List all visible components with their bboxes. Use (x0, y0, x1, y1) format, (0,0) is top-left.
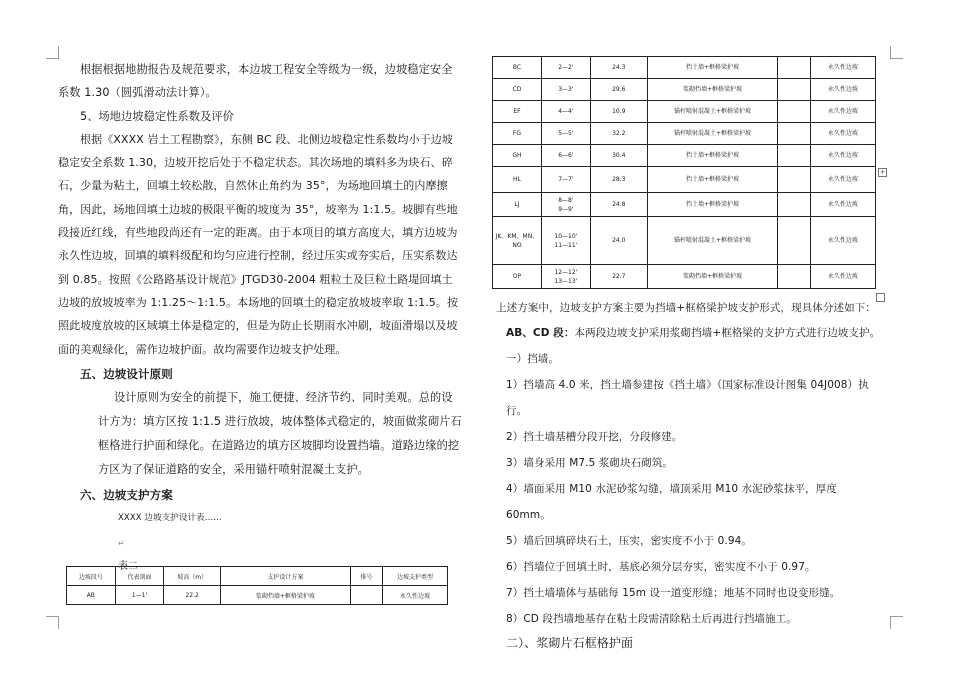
table-row (493, 123, 876, 145)
section-5-text: 设计原则为安全的前提下，施工便捷、经济节约、同时美观。总的设计方为：填方区按 1:1.5 进行放坡，坡体整体式稳定的，坡面做浆砌片石框格进行护面和绿化。在道路边的填方区坡脚均设置挡墙。道路边缘的挖方区为了保证道路的安全，采用锚杆喷射混凝土支护。 (98, 391, 462, 477)
cell-section: 12—12' 13—13' (541, 265, 590, 289)
table-row (493, 57, 876, 79)
cell-number (778, 145, 811, 167)
cell-number (778, 57, 811, 79)
cell-scheme: 浆砌挡墙+框格梁护坡 (647, 265, 777, 289)
heading-slope-stability: 5、场地边坡稳定性系数及评价 (80, 109, 234, 123)
cell-type: 永久性边坡 (810, 193, 875, 217)
cell-scheme: 锚杆喷射混凝土+框格梁护坡 (647, 217, 777, 265)
cell-type: 永久性边坡 (810, 101, 875, 123)
cell-height: 24.8 (590, 193, 647, 217)
cell-section: 4—4' (541, 101, 590, 123)
cell-number (778, 101, 811, 123)
table-row (493, 79, 876, 101)
cell-segment: EF (493, 101, 542, 123)
cell-segment: LJ (493, 193, 542, 217)
crop-mark-top-right (890, 46, 903, 59)
item-5: 5）墙后回填碎块石土，压实，密实度不小于 0.94。 (506, 535, 752, 547)
cell-number (350, 586, 382, 605)
ab-cd-title: AB、CD 段： (506, 327, 575, 339)
cell-section: 7—7' (541, 167, 590, 193)
cell-number (778, 167, 811, 193)
right-column (484, 298, 884, 654)
table-header-row (67, 567, 448, 586)
cell-scheme: 锚杆喷射混凝土+框格梁护坡 (647, 101, 777, 123)
cell-segment: FG (493, 123, 542, 145)
ab-cd-paragraph (484, 320, 884, 346)
support-design-table-head (66, 566, 448, 605)
cell-number (778, 79, 811, 101)
cell-height: 10.9 (590, 101, 647, 123)
cell-number (778, 193, 811, 217)
cell-section: 10—10' 11—11' (541, 217, 590, 265)
cell-segment: JK、KM、MN、NO (493, 217, 542, 265)
cell-segment: CD (493, 79, 542, 101)
table-caption-dots: …… (204, 513, 222, 524)
cell-height: 28.3 (590, 167, 647, 193)
cell-type: 永久性边坡 (810, 79, 875, 101)
cell-section: 1—1' (115, 586, 164, 605)
table-add-column-icon[interactable]: + (879, 168, 886, 176)
item-3: 3）墙身采用 M7.5 浆砌块石砌筑。 (506, 457, 674, 469)
table-row (67, 586, 448, 605)
cell-height: 22.7 (590, 265, 647, 289)
cell-section: 2—2' (541, 57, 590, 79)
cell-scheme: 锚杆喷射混凝土+框格梁护坡 (647, 123, 777, 145)
header-cell: 坡高（m） (164, 567, 221, 586)
header-cell: 支护设计方案 (221, 567, 351, 586)
paragraph-safety-grade: 根据根据地勘报告及规范要求，本边坡工程安全等级为一级，边坡稳定安全系数 1.30（圆弧滑动法计算）。 (58, 63, 453, 100)
cell-height: 22.2 (164, 586, 221, 605)
cell-type: 永久性边坡 (810, 123, 875, 145)
header-cell: 边坡段号 (67, 567, 116, 586)
cell-segment: AB (67, 586, 116, 605)
cell-height: 24.0 (590, 217, 647, 265)
section-5-title: 五、边坡设计原则 (80, 366, 173, 381)
cell-segment: GH (493, 145, 542, 167)
item-1: 1）挡墙高 4.0 米，挡土墙参建按《挡土墙》（国家标准设计图集 04J008）执行。 (506, 379, 869, 417)
cell-segment: OP (493, 265, 542, 289)
cell-section: 8—8' 9—9' (541, 193, 590, 217)
cell-segment: HL (493, 167, 542, 193)
cell-scheme: 浆砌挡墙+框格梁护坡 (221, 586, 351, 605)
table-row (493, 145, 876, 167)
table-row (493, 167, 876, 193)
cell-scheme: 挡土墙+框格梁护坡 (647, 193, 777, 217)
crop-mark-bottom-right (890, 616, 903, 629)
cell-height: 32.2 (590, 123, 647, 145)
table-caption-text: XXXX 边坡支护设计表 (118, 513, 205, 524)
item-2: 2）挡土墙基槽分段开挖，分段修建。 (506, 431, 683, 443)
ab-cd-text: 本两段边坡支护采用浆砌挡墙+框格梁的支护方式进行边坡支护。 (574, 327, 881, 339)
item-8: 8）CD 段挡墙地基存在粘土段需清除粘土后再进行挡墙施工。 (506, 613, 797, 625)
cell-section: 3—3' (541, 79, 590, 101)
paragraph-stability-evaluation: 根据《XXXX 岩土工程勘察》，东侧 BC 段、北侧边坡稳定性系数均小于边坡稳定安全系数 1.30，边坡开挖后处于不稳定状态。其次场地的填料多为块石、碎石，少量为粘土，回填土较松散，自然休止角约为 35°，为场地回填土的内摩擦角，因此，场地回填土边坡的极限平衡的坡度为 35°，坡率为 1:1.5。坡脚有些地段接近红线，有些地段尚还有一定的距离。由于本项目的填方高度大，填方边坡为永久性边坡，回填的填料级配和均匀应进行控制，经过压实或夯实后，压实系数达到 0.85。按照《公路路基设计规范》JTGD30-2004 粗粒土及巨粒土路堤回填土边坡的放坡坡率为 1:1.25～1:1.5。本场地的回填土的稳定放坡坡率取 1:1.5。按照此坡度放坡的区域填土体是稳定的，但是为防止长期雨水冲刷，坡面滑塌以及坡面的美观绿化，需作边坡护面。故均需要作边坡支护处理。 (58, 132, 459, 356)
cell-type: 永久性边坡 (810, 145, 875, 167)
table-caption (58, 507, 463, 530)
subsection-retaining-wall: 一）挡墙。 (506, 353, 559, 365)
cell-scheme: 挡土墙+框格梁护坡 (647, 145, 777, 167)
table-number: 表二 (118, 561, 139, 573)
cell-height: 24.3 (590, 57, 647, 79)
table-row (493, 101, 876, 123)
paragraph-mark-icon: ↵ (118, 538, 125, 548)
table-row (493, 265, 876, 289)
cell-number (778, 123, 811, 145)
cell-scheme: 挡土墙+框格梁护坡 (647, 57, 777, 79)
cell-type: 永久性边坡 (810, 167, 875, 193)
item-4: 4）墙面采用 M10 水泥砂浆勾缝，墙顶采用 M10 水泥砂浆抹平，厚度 60mm。 (506, 483, 837, 521)
section-6-title: 六、边坡支护方案 (80, 488, 173, 503)
cell-number (778, 217, 811, 265)
cell-scheme: 浆砌挡墙+框格梁护坡 (647, 79, 777, 101)
header-cell: 排号 (350, 567, 382, 586)
cell-height: 29.6 (590, 79, 647, 101)
intro-paragraph: 上述方案中，边坡支护方案主要为挡墙+框格梁护坡支护形式，现具体分述如下： (496, 302, 876, 314)
support-design-table-continued (492, 56, 876, 289)
cell-number (778, 265, 811, 289)
cell-type: 永久性边坡 (810, 265, 875, 289)
cell-section: 5—5' (541, 123, 590, 145)
cell-height: 30.4 (590, 145, 647, 167)
item-6: 6）挡墙位于回填土时，基底必须分层夯实，密实度不小于 0.97。 (506, 561, 816, 573)
cell-type: 永久性边坡 (810, 217, 875, 265)
cell-segment: BC (493, 57, 542, 79)
cell-type: 永久性边坡 (810, 57, 875, 79)
header-cell: 代表剖面 (115, 567, 164, 586)
cell-scheme: 挡土墙+框格梁护坡 (647, 167, 777, 193)
item-7: 7）挡土墙墙体与基础每 15m 设一道变形缝；地基不同时也设变形缝。 (506, 587, 841, 599)
cell-type: 永久性边坡 (383, 586, 448, 605)
left-column (58, 58, 463, 578)
subsection-masonry-frame: 二）、浆砌片石框格护面 (506, 636, 634, 650)
blank-line (58, 531, 463, 555)
crop-mark-bottom-left (46, 616, 59, 629)
header-cell: 边坡支护类型 (383, 567, 448, 586)
table-row (493, 217, 876, 265)
cell-section: 6—6' (541, 145, 590, 167)
table-row (493, 193, 876, 217)
